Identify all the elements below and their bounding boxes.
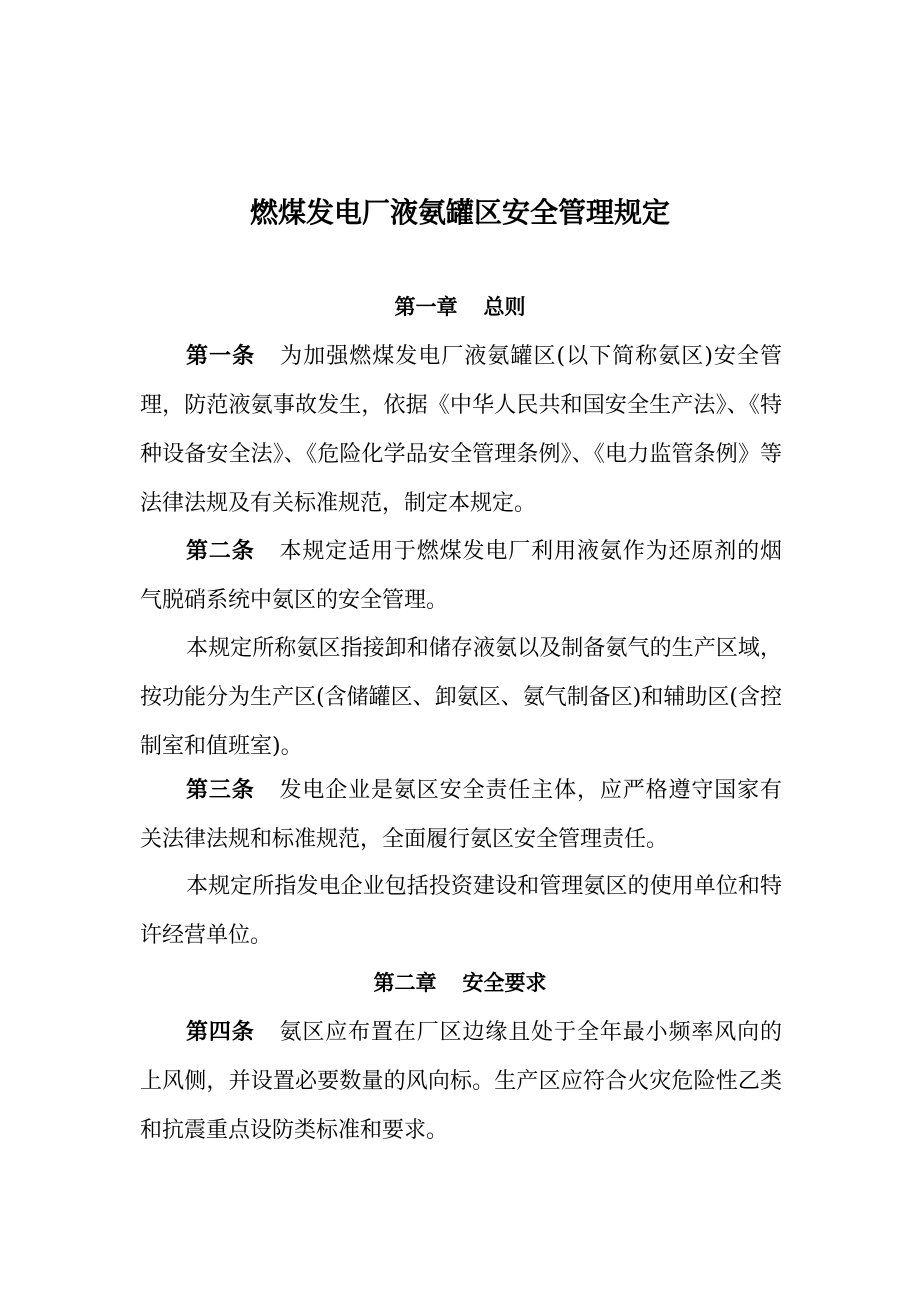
article-text: 本规定适用于燃煤发电厂利用液氨作为还原剂的烟气脱硝系统中氨区的安全管理。 [140, 539, 782, 613]
article-1 [140, 332, 782, 528]
article-text: 氨区应布置在厂区边缘且处于全年最小频率风向的上风侧，并设置必要数量的风向标。生产区应符合火灾危险性乙类和抗震重点设防类标准和要求。 [140, 1020, 782, 1143]
article-2 [140, 527, 782, 625]
article-text: 为加强燃煤发电厂液氨罐区(以下简称氨区)安全管理，防范液氨事故发生，依据《中华人民共和国安全生产法》、《特种设备安全法》、《危险化学品安全管理条例》、《电力监管条例》等法律法规及有关标准规范，制定本规定。 [140, 344, 782, 516]
chapter-number: 第一章 [394, 294, 458, 319]
article-text: 发电企业是氨区安全责任主体，应严格遵守国家有关法律法规和标准规范，全面履行氨区安全管理责任。 [140, 778, 782, 852]
article-label: 第二条 [186, 538, 255, 564]
article-2-paragraph-2: 本规定所称氨区指接卸和储存液氨以及制备氨气的生产区域，按功能分为生产区(含储罐区、卸氨区、氨气制备区)和辅助区(含控制室和值班室)。 [140, 636, 782, 759]
document-title: 燃煤发电厂液氨罐区安全管理规定 [249, 196, 670, 229]
chapter-heading-2 [0, 968, 920, 998]
article-4 [140, 1008, 782, 1155]
chapter-heading-1 [0, 292, 920, 322]
article-3-paragraph-2: 本规定所指发电企业包括投资建设和管理氨区的使用单位和特许经营单位。 [140, 874, 782, 948]
article-label: 第三条 [186, 777, 255, 803]
chapter-name: 安全要求 [462, 970, 547, 995]
article-label: 第四条 [186, 1019, 255, 1045]
chapter-number: 第二章 [373, 970, 437, 995]
article-label: 第一条 [186, 343, 256, 369]
article-3 [140, 766, 782, 864]
chapter-name: 总则 [483, 294, 526, 319]
